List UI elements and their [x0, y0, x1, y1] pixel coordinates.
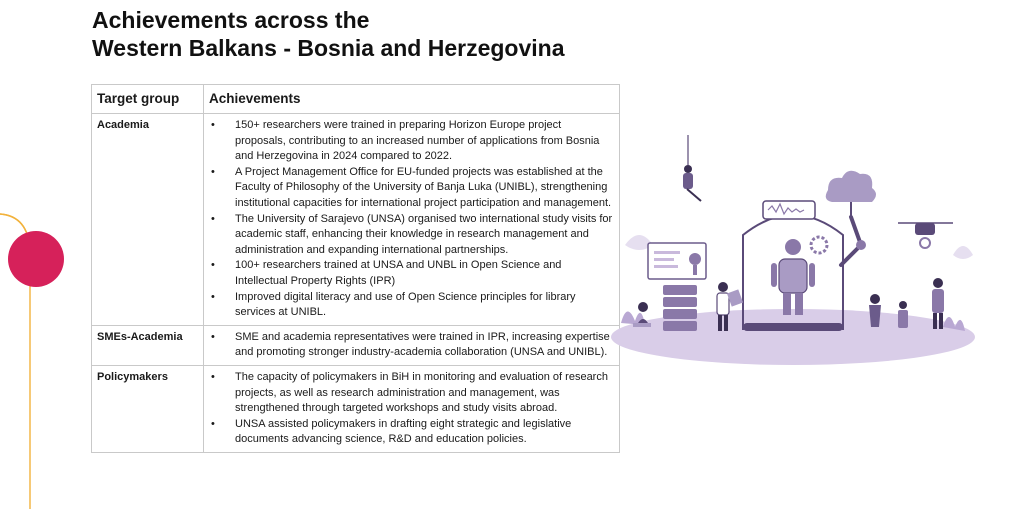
research-robotics-illustration	[603, 135, 975, 370]
list-item: • 150+ researchers were trained in preparing Horizon Europe project proposals, contributing to an increased number of applications from Bosnia and Herzegovina in 2024 compared to 2022.	[209, 118, 614, 165]
list-item: • SME and academia representatives were trained in IPR, increasing expertise and promoting stronger industry-academia collaboration (UNSA and UNIBL).	[209, 330, 614, 361]
table-row	[92, 365, 620, 452]
page-title	[92, 6, 565, 62]
achievements-list	[209, 370, 614, 448]
achievements-table	[91, 84, 620, 453]
list-item: • The capacity of policymakers in BiH in monitoring and evaluation of research projects, as well as research administration and management, was strengthened through targeted workshops and study visits abroad.	[209, 370, 614, 417]
achievements-cell	[204, 325, 620, 365]
target-group-cell: Policymakers	[92, 365, 204, 452]
list-item: • UNSA assisted policymakers in drafting eight strategic and legislative documents advancing science, R&D and education policies.	[209, 417, 614, 448]
page-title-line2: Western Balkans - Bosnia and Herzegovina	[92, 35, 565, 61]
target-group-cell: Academia	[92, 114, 204, 326]
achievements-list	[209, 330, 614, 361]
page-title-line1: Achievements across the	[92, 7, 370, 33]
table-row	[92, 325, 620, 365]
decorative-dot	[8, 231, 64, 287]
achievements-cell	[204, 114, 620, 326]
header-target-group: Target group	[92, 85, 204, 114]
table-row	[92, 114, 620, 326]
achievements-list	[209, 118, 614, 321]
table-header-row	[92, 85, 620, 114]
target-group-cell: SMEs-Academia	[92, 325, 204, 365]
header-achievements: Achievements	[204, 85, 620, 114]
list-item: • The University of Sarajevo (UNSA) organised two international study visits for academic staff, enhancing their knowledge in research management and administration and expanding international partnerships.	[209, 212, 614, 259]
list-item: • Improved digital literacy and use of Open Science principles for library services at UNIBL.	[209, 290, 614, 321]
achievements-cell	[204, 365, 620, 452]
list-item: • A Project Management Office for EU-funded projects was established at the Faculty of Philosophy of the University of Banja Luka (UNIBL), strengthening institutional capacities for international project participation and management.	[209, 165, 614, 212]
list-item: • 100+ researchers trained at UNSA and UNBL in Open Science and Intellectual Property Rights (IPR)	[209, 258, 614, 289]
